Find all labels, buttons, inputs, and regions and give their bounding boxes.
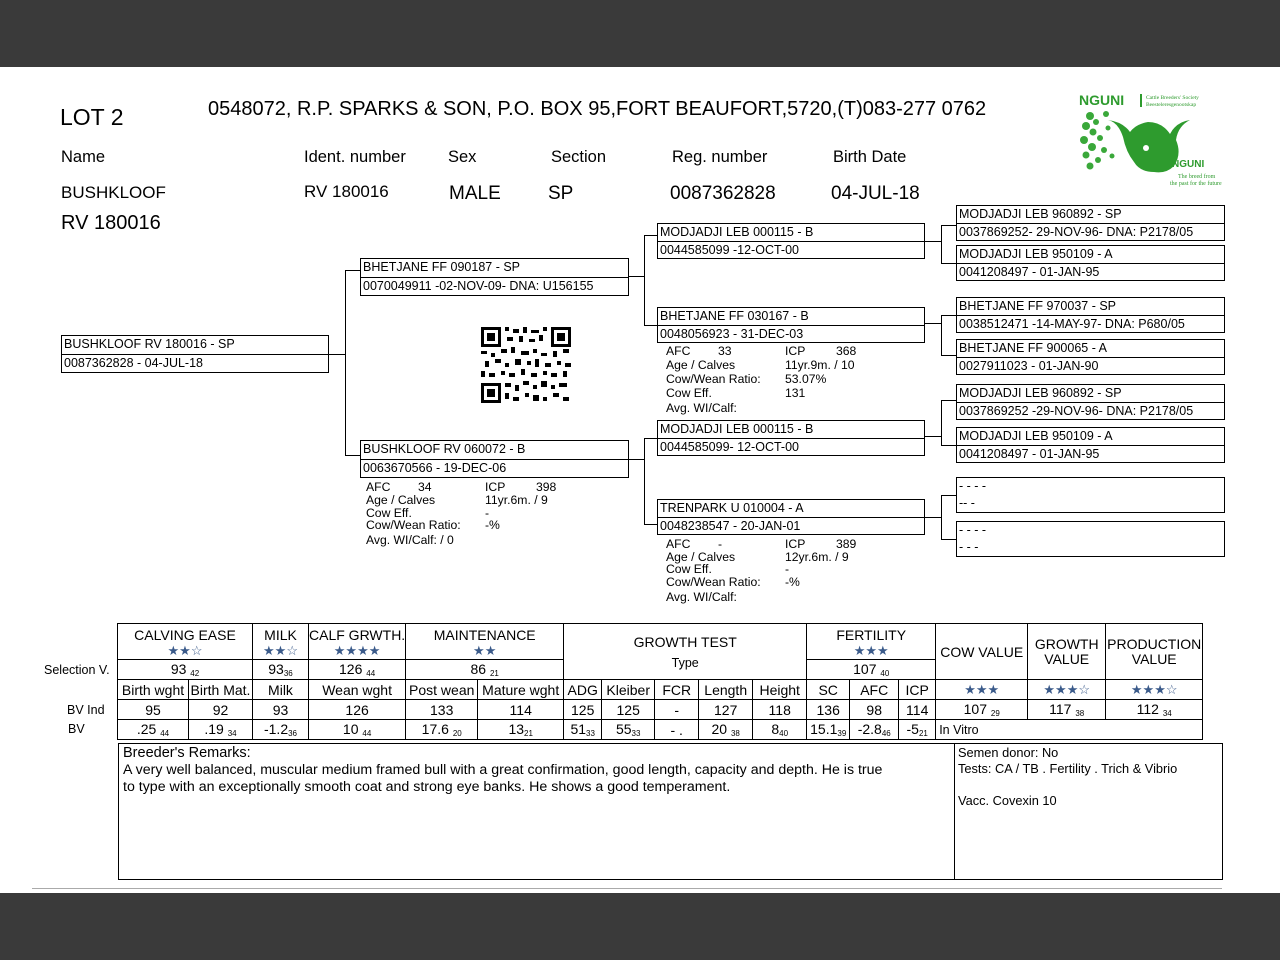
pedigree-dds bbox=[956, 477, 1225, 513]
col-length: Length bbox=[699, 680, 753, 700]
ind-cell: 98 bbox=[850, 700, 899, 720]
in-vitro: In Vitro bbox=[936, 720, 1203, 740]
col-afc: AFC bbox=[850, 680, 899, 700]
dss-line2: 0037869252 -29-NOV-96- DNA: P2178/05 bbox=[959, 404, 1194, 418]
logo-tagline-1: The breed from bbox=[1178, 174, 1216, 180]
bv-cell: $13_{21}$ bbox=[478, 720, 564, 740]
ind-cell: 125 bbox=[564, 700, 602, 720]
semen-tests-panel bbox=[954, 743, 1223, 880]
type-label: Type bbox=[671, 656, 699, 670]
dds-line2: -- - bbox=[959, 496, 975, 510]
col-birth-mat: Birth Mat. bbox=[189, 680, 253, 700]
remarks-line1: A very well balanced, muscular medium framed bull with a great confirmation, good length, capacity and depth. He is true bbox=[123, 762, 883, 778]
bv-cell: .25 $_{44}$ bbox=[118, 720, 189, 740]
dd-line1: TRENPARK U 010004 - A bbox=[660, 501, 804, 515]
bv-cell: $51_{33}$ bbox=[564, 720, 602, 740]
sd-line1: BHETJANE FF 030167 - B bbox=[660, 309, 809, 323]
ss-line2: 0044585099 -12-OCT-00 bbox=[660, 243, 799, 257]
pedigree-dam bbox=[360, 440, 629, 478]
sss-line1: MODJADJI LEB 960892 - SP bbox=[959, 207, 1122, 221]
header-reg: Reg. number bbox=[672, 148, 768, 166]
bv-cell: 20 $_{38}$ bbox=[699, 720, 753, 740]
dam-dam-info: AFC - ICP 389 Age / Calves 12yr.6m. / 9 Cow Eff. - Cow/Wean Ratio: -% Avg. WI/Calf: bbox=[666, 537, 857, 604]
ind-growth-value: 117 $_{38}$ bbox=[1028, 700, 1106, 720]
dd-line2: 0048238547 - 20-JAN-01 bbox=[660, 519, 801, 533]
bottom-letterbox-bar bbox=[0, 893, 1280, 960]
animal-big-ident: RV 180016 bbox=[61, 212, 161, 234]
ind-cell: 118 bbox=[753, 700, 807, 720]
semen-donor: Semen donor: No bbox=[958, 745, 1059, 760]
cow-value-stars: ★★★ bbox=[936, 680, 1028, 700]
ind-cell: 133 bbox=[406, 700, 478, 720]
header-birth: Birth Date bbox=[833, 148, 907, 166]
nguni-logo bbox=[1078, 92, 1222, 196]
nguni-logo-graphic bbox=[1078, 92, 1222, 196]
ds-line1: MODJADJI LEB 000115 - B bbox=[660, 422, 814, 436]
pedigree-dss bbox=[956, 384, 1225, 420]
ind-cell: - bbox=[655, 700, 699, 720]
animal-name: BUSHKLOOF bbox=[61, 183, 166, 202]
sdd-line2: 0027911023 - 01-JAN-90 bbox=[959, 359, 1099, 373]
sel-milk: $93_{36}$ bbox=[253, 660, 309, 680]
col-adg: ADG bbox=[564, 680, 602, 700]
bv-cell: $55_{33}$ bbox=[602, 720, 655, 740]
remarks-title: Breeder's Remarks: bbox=[123, 745, 251, 761]
animal-sex: MALE bbox=[449, 183, 501, 204]
col-height: Height bbox=[753, 680, 807, 700]
group-calving-ease: CALVING EASE ★★☆ bbox=[118, 624, 253, 660]
pedigree-sire bbox=[360, 258, 629, 296]
row-label-bv: BV bbox=[68, 722, 85, 736]
group-growth-value: GROWTH VALUE bbox=[1028, 624, 1106, 680]
sire-line1: BHETJANE FF 090187 - SP bbox=[363, 260, 521, 274]
group-cow-value: COW VALUE bbox=[936, 624, 1028, 680]
animal-ident: RV 180016 bbox=[304, 182, 389, 201]
bv-cell: $-2.8_{46}$ bbox=[850, 720, 899, 740]
sire-dam-info: AFC 33 ICP 368 Age / Calves 11yr.9m. / 10 Cow/Wean Ratio: 53.07% Cow Eff. 131 Avg. WI/Calf: bbox=[666, 344, 857, 415]
ind-cell: 93 bbox=[253, 700, 309, 720]
bv-cell: $-5_{21}$ bbox=[899, 720, 936, 740]
calf-stars: ★★★★ bbox=[333, 642, 381, 658]
lot-number: LOT 2 bbox=[60, 104, 124, 130]
pedigree-sss bbox=[956, 205, 1225, 241]
col-icp: ICP bbox=[899, 680, 936, 700]
bv-cell: .19 $_{34}$ bbox=[189, 720, 253, 740]
sss-line2: 0037869252- 29-NOV-96- DNA: P2178/05 bbox=[959, 225, 1194, 239]
bv-cell: $-1.2_{36}$ bbox=[253, 720, 309, 740]
sel-maint: 86 $_{21}$ bbox=[406, 660, 564, 680]
header-name: Name bbox=[61, 148, 106, 166]
sel-calving: 93 $_{42}$ bbox=[118, 660, 253, 680]
bv-cell: 10 $_{44}$ bbox=[309, 720, 406, 740]
col-mature-wght: Mature wght bbox=[478, 680, 564, 700]
sel-fert: 107 $_{40}$ bbox=[807, 660, 936, 680]
qr-code bbox=[481, 327, 571, 403]
milk-stars: ★★☆ bbox=[263, 642, 298, 658]
row-label-selection: Selection V. bbox=[44, 663, 110, 677]
col-wean-wght: Wean wght bbox=[309, 680, 406, 700]
subject-line2: 0087362828 - 04-JUL-18 bbox=[64, 356, 203, 370]
animal-birth: 04-JUL-18 bbox=[831, 183, 920, 204]
fert-stars: ★★★ bbox=[853, 642, 889, 658]
sdd-line1: BHETJANE FF 900065 - A bbox=[959, 341, 1107, 355]
row-label-bv-ind: BV Ind bbox=[67, 703, 105, 717]
logo-society-text-2: Beesteleresgenootskap bbox=[1146, 102, 1197, 108]
col-kleiber: Kleiber bbox=[602, 680, 655, 700]
bv-cell: 17.6 $_{20}$ bbox=[406, 720, 478, 740]
bv-cell: $8_{40}$ bbox=[753, 720, 807, 740]
group-milk: MILK ★★☆ bbox=[253, 624, 309, 660]
ssd-line1: MODJADJI LEB 950109 - A bbox=[959, 247, 1113, 261]
breeding-values-table bbox=[117, 623, 1203, 740]
group-maintenance: MAINTENANCE ★★ bbox=[406, 624, 564, 660]
ind-cell: 114 bbox=[478, 700, 564, 720]
header-ident: Ident. number bbox=[304, 148, 406, 166]
col-fcr: FCR bbox=[655, 680, 699, 700]
sire-line2: 0070049911 -02-NOV-09- DNA: U156155 bbox=[363, 279, 594, 293]
dam-line2: 0063670566 - 19-DEC-06 bbox=[363, 461, 507, 475]
sel-calf: 126 $_{44}$ bbox=[309, 660, 406, 680]
remarks-line2: to type with an exceptionally smooth coat and strong eye banks. He shows a good temperament. bbox=[123, 779, 731, 795]
ind-cell: 127 bbox=[699, 700, 753, 720]
group-fertility: FERTILITY ★★★ bbox=[807, 624, 936, 660]
breeder-contact-line: 0548072, R.P. SPARKS & SON, P.O. BOX 95,FORT BEAUFORT,5720,(T)083-277 0762 bbox=[208, 98, 987, 120]
pedigree-dam-sire bbox=[657, 420, 925, 456]
ind-cell: 114 bbox=[899, 700, 936, 720]
tests: Tests: CA / TB . Fertility . Trich & Vibrio bbox=[958, 761, 1178, 776]
ds-line2: 0044585099- 12-OCT-00 bbox=[660, 440, 799, 454]
dss-line1: MODJADJI LEB 960892 - SP bbox=[959, 386, 1122, 400]
pedigree-subject bbox=[61, 335, 329, 373]
ssd-line2: 0041208497 - 01-JAN-95 bbox=[959, 265, 1100, 279]
production-value-stars: ★★★☆ bbox=[1106, 680, 1203, 700]
dam-info: AFC 34 ICP 398 Age / Calves 11yr.6m. / 9 Cow Eff. - Cow/Wean Ratio: -% Avg. WI/Calf: / 0 bbox=[366, 480, 557, 547]
ind-cell: 92 bbox=[189, 700, 253, 720]
animal-reg: 0087362828 bbox=[670, 183, 776, 204]
logo-tagline-2: the past for the future bbox=[1170, 181, 1222, 187]
pedigree-sheet bbox=[0, 67, 1280, 893]
sd-line2: 0048056923 - 31-DEC-03 bbox=[660, 327, 804, 341]
group-production-value: PRODUCTION VALUE bbox=[1106, 624, 1203, 680]
ddd-line2: - - - bbox=[959, 540, 979, 554]
dds-line1: - - - - bbox=[959, 479, 987, 493]
ind-cell: 136 bbox=[807, 700, 850, 720]
dam-line1: BUSHKLOOF RV 060072 - B bbox=[363, 442, 526, 456]
pedigree-dsd bbox=[956, 427, 1225, 463]
maint-stars: ★★ bbox=[473, 642, 497, 658]
col-birth-wght: Birth wght bbox=[118, 680, 189, 700]
animal-section: SP bbox=[548, 183, 574, 204]
pedigree-sire-sire bbox=[657, 223, 925, 259]
subject-line1: BUSHKLOOF RV 180016 - SP bbox=[64, 337, 235, 351]
pedigree-dam-dam bbox=[657, 499, 925, 535]
pedigree-sds bbox=[956, 297, 1225, 333]
dsd-line2: 0041208497 - 01-JAN-95 bbox=[959, 447, 1100, 461]
sds-line2: 0038512471 -14-MAY-97- DNA: P680/05 bbox=[959, 317, 1185, 331]
col-post-wean: Post wean bbox=[406, 680, 478, 700]
dsd-line1: MODJADJI LEB 950109 - A bbox=[959, 429, 1113, 443]
footer-rule bbox=[32, 888, 1222, 889]
ddd-line1: - - - - bbox=[959, 523, 987, 537]
ind-cell: 125 bbox=[602, 700, 655, 720]
col-sc: SC bbox=[807, 680, 850, 700]
bv-cell: - . bbox=[655, 720, 699, 740]
pedigree-ssd bbox=[956, 245, 1225, 281]
calving-stars: ★★☆ bbox=[167, 642, 203, 658]
ind-cell: 126 bbox=[309, 700, 406, 720]
ss-line1: MODJADJI LEB 000115 - B bbox=[660, 225, 814, 239]
logo-society-text: Cattle Breeders' Society bbox=[1146, 95, 1199, 101]
header-sex: Sex bbox=[448, 148, 477, 166]
group-growth-test: GROWTH TEST Type bbox=[564, 624, 807, 680]
sds-line1: BHETJANE FF 970037 - SP bbox=[959, 299, 1117, 313]
ind-production-value: 112 $_{34}$ bbox=[1106, 700, 1203, 720]
pedigree-sire-dam bbox=[657, 307, 925, 343]
top-letterbox-bar bbox=[0, 0, 1280, 67]
ind-cow-value: 107 $_{29}$ bbox=[936, 700, 1028, 720]
logo-brand-text-small: NGUNI bbox=[1172, 159, 1205, 170]
ind-cell: 95 bbox=[118, 700, 189, 720]
logo-brand-text: NGUNI bbox=[1079, 92, 1125, 108]
breeders-remarks bbox=[118, 743, 955, 880]
growth-value-stars: ★★★☆ bbox=[1028, 680, 1106, 700]
group-calf-growth: CALF GRWTH. ★★★★ bbox=[309, 624, 406, 660]
header-section: Section bbox=[551, 148, 607, 166]
col-milk: Milk bbox=[253, 680, 309, 700]
vaccination: Vacc. Covexin 10 bbox=[958, 793, 1057, 808]
pedigree-sdd bbox=[956, 339, 1225, 375]
bv-cell: $15.1_{39}$ bbox=[807, 720, 850, 740]
pedigree-ddd bbox=[956, 521, 1225, 557]
